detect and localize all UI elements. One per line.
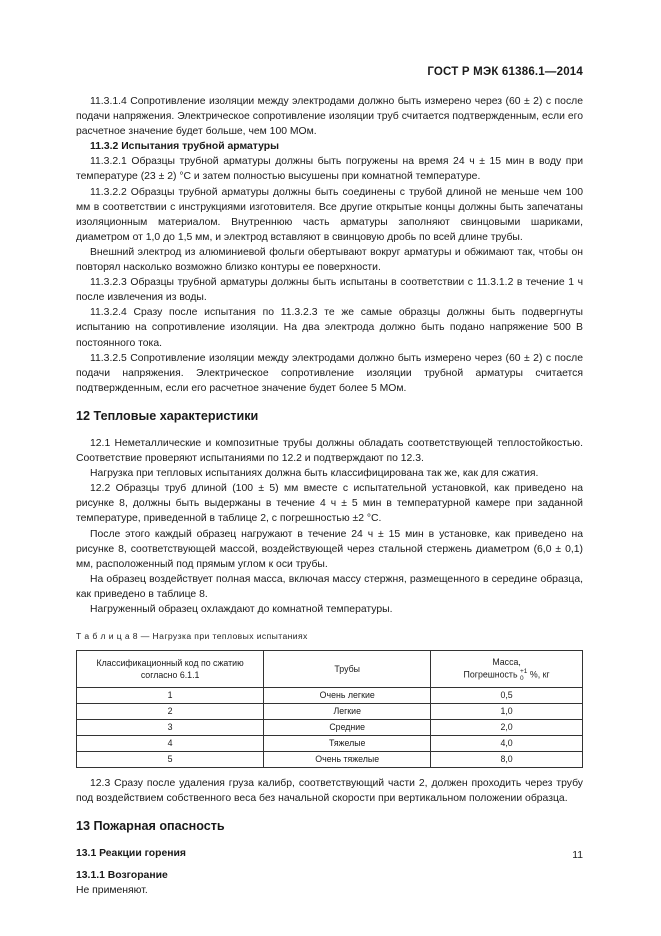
heading-13-1-1: 13.1.1 Возгорание [76, 869, 168, 881]
table-row [77, 720, 583, 736]
tolerance-limits [520, 668, 527, 682]
para-full-mass: На образец воздействует полная масса, включая массу стержня, размещенного в середине образца, как приведено в таблице 8. [76, 573, 583, 600]
cell-pipe: Очень легкие [264, 688, 431, 704]
cell-pipe: Легкие [264, 704, 431, 720]
tolerance-upper: +1 [520, 668, 528, 676]
table-header-pipes: Трубы [264, 651, 431, 688]
table-header-mass [431, 651, 583, 688]
cell-code: 4 [77, 736, 264, 752]
cell-mass: 8,0 [431, 752, 583, 768]
document-header: ГОСТ Р МЭК 61386.1—2014 [427, 66, 583, 78]
tolerance-lower: 0 [520, 675, 524, 683]
cell-pipe: Средние [264, 720, 431, 736]
section-12-title: 12 Тепловые характеристики [76, 408, 259, 423]
cell-code: 1 [77, 688, 264, 704]
table-row [77, 752, 583, 768]
cell-pipe: Тяжелые [264, 736, 431, 752]
page-number: 11 [572, 850, 583, 861]
para-12-2: 12.2 Образцы труб длиной (100 ± 5) мм вместе с испытательной установкой, как приведено на рисунке 8, должны быть выдержаны в течение 4 ч ± 5 мин в температурной камере при заданной температуре, приведенной в таблице 2, с погрешностью ±2 °С. [76, 483, 583, 525]
table-header-code: Классификационный код по сжатию согласно 6.1.1 [77, 651, 264, 688]
para-12-3: 12.3 Сразу после удаления груза калибр, соответствующий части 2, должен проходить через трубу под воздействием собственного веса без начальной скорости при вертикальном положении образца. [76, 778, 583, 805]
table-8-caption: Т а б л и ц а 8 — Нагрузка при тепловых испытаниях [76, 631, 308, 642]
cell-mass: 4,0 [431, 736, 583, 752]
tolerance-label: Погрешность [463, 669, 518, 680]
heading-13-1: 13.1 Реакции горения [76, 848, 186, 860]
table-row [77, 688, 583, 704]
para-11-3-2-1: 11.3.2.1 Образцы трубной арматуры должны быть погружены на время 24 ч ± 15 мин в воду при температуре (23 ± 2) °С и затем полностью высушены при комнатной температуре. [76, 156, 583, 183]
cell-mass: 1,0 [431, 704, 583, 720]
cell-pipe: Очень тяжелые [264, 752, 431, 768]
para-11-3-2-3: 11.3.2.3 Образцы трубной арматуры должны быть испытаны в соответствии с 11.3.1.2 в течение 1 ч после извлечения из воды. [76, 277, 583, 304]
table-row [77, 704, 583, 720]
heading-11-3-2: 11.3.2 Испытания трубной арматуры [90, 141, 279, 153]
cell-mass: 0,5 [431, 688, 583, 704]
para-11-3-2-4: 11.3.2.4 Сразу после испытания по 11.3.2.3 те же самые образцы должны быть подвергнуты испытанию на сопротивление изоляции. На два электрода должно быть подано напряжение 500 В постоянного тока. [76, 307, 583, 349]
para-11-3-2-2: 11.3.2.2 Образцы трубной арматуры должны быть соединены с трубой длиной не меньше чем 100 мм в соответствии с инструкциями изготовителя. Все другие открытые концы должны быть запечатаны изоляционным материалом. Внутреннюю часть арматуры заполняют свинцовыми шариками, диаметром от 1,0 до 1,5 мм, и электрод вставляют в свинцовую дробь по всей длине трубы. [76, 186, 583, 243]
mass-label: Масса, [492, 657, 521, 668]
para-11-3-1-4: 11.3.1.4 Сопротивление изоляции между электродами должно быть измерено через (60 ± 2) с после подачи напряжения. Электрическое сопротивление изоляции труб считается подтвержденным, если его расчетное значение будет больше, чем 100 МОм. [76, 96, 583, 138]
para-11-3-2-5: 11.3.2.5 Сопротивление изоляции между электродами должно быть измерено через (60 ± 2) с после подачи напряжения. Электрическое сопротивление изоляции трубной арматуры считается подтвержденным, если его расчетное значение будет более 5 МОм. [76, 352, 583, 394]
para-cooling: Нагруженный образец охлаждают до комнатной температуры. [90, 604, 393, 615]
cell-code: 2 [77, 704, 264, 720]
cell-code: 5 [77, 752, 264, 768]
tolerance-unit: %, кг [529, 669, 550, 680]
para-not-applicable: Не применяют. [76, 884, 148, 896]
para-electrode: Внешний электрод из алюминиевой фольги обертывают вокруг арматуры и обжимают так, чтобы он повторял насколько возможно близко контуры ее поверхности. [76, 246, 583, 274]
para-load-classification: Нагрузка при тепловых испытаниях должна быть классифицирована так же, как для сжатия. [90, 468, 539, 480]
cell-code: 3 [77, 720, 264, 736]
table-row [77, 736, 583, 752]
page-content [76, 94, 583, 898]
para-loading: После этого каждый образец нагружают в течение 24 ч ± 15 мин в установке, как приведено на рисунке 8, соответствующей массой, воздействующей через стальной стержень диаметром (6,0 ± 0,1) мм, расположенный под прямым углом к оси трубы. [76, 528, 583, 570]
cell-mass: 2,0 [431, 720, 583, 736]
table-header-row [77, 651, 583, 688]
para-12-1: 12.1 Неметаллические и композитные трубы должны обладать соответствующей теплостойкостью. Соответствие проверяют испытаниями по 12.2 и подтверждают по 12.3. [76, 437, 583, 465]
table-8 [76, 650, 583, 768]
section-13-title: 13 Пожарная опасность [76, 819, 225, 834]
